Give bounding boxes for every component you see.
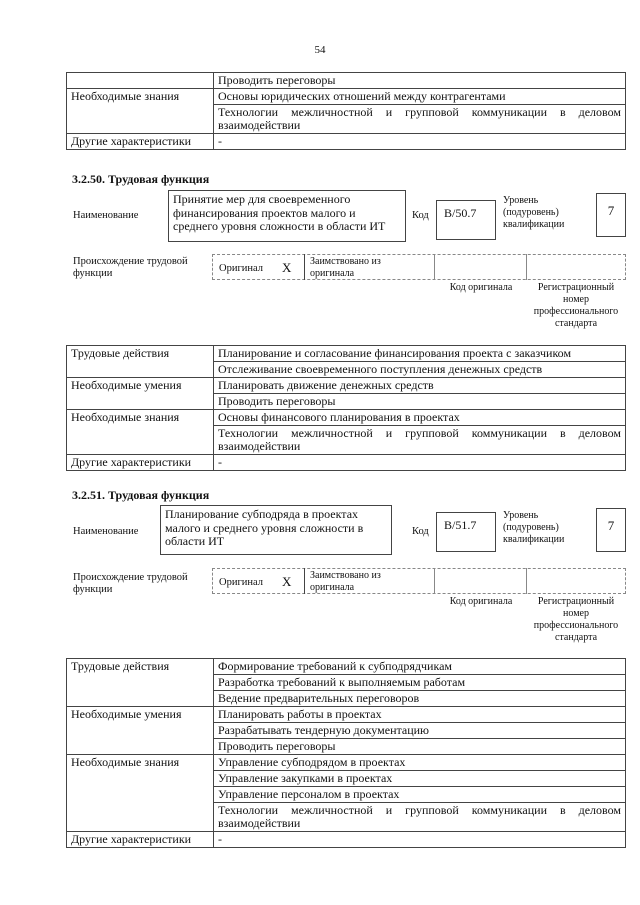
table-row — [67, 832, 626, 848]
original-label: Оригинал — [219, 577, 263, 588]
table-row — [67, 659, 626, 675]
function-heading: 3.2.51. Трудовая функция — [72, 488, 210, 502]
row-value: Планировать работы в проектах — [214, 707, 626, 723]
row-value: - — [214, 455, 626, 471]
row-value: Основы юридических отношений между контрагентами — [214, 89, 626, 105]
row-value: Технологии межличностной и групповой коммуникации в деловом взаимодействии — [214, 105, 626, 134]
row-label: Необходимые умения — [67, 378, 214, 410]
row-value: Проводить переговоры — [214, 73, 626, 89]
row-value: Планировать движение денежных средств — [214, 378, 626, 394]
row-value: Проводить переговоры — [214, 394, 626, 410]
borrowed-label: Заимствовано из оригинала — [310, 256, 381, 279]
function-name-box: Планирование субподряда в проектах малого и среднего уровня сложности в области ИТ — [160, 505, 392, 555]
reg-number-label: Регистрационный номер профессионального стандарта — [533, 282, 619, 329]
original-mark: X — [282, 260, 292, 275]
row-value: Планирование и согласование финансирования проекта с заказчиком — [214, 346, 626, 362]
name-label: Наименование — [73, 210, 139, 221]
row-value: Разработка требований к выполняемым работам — [214, 675, 626, 691]
origin-divider — [526, 254, 527, 280]
row-label: Необходимые знания — [67, 410, 214, 455]
origin-divider — [434, 568, 435, 594]
code-label: Код — [412, 526, 429, 537]
code-box: B/50.7 — [436, 200, 496, 240]
origin-label: Происхождение трудовой функции — [73, 572, 188, 595]
name-label: Наименование — [73, 526, 139, 537]
code-label: Код — [412, 210, 429, 221]
top-characteristics-table — [66, 72, 626, 150]
table-row — [67, 707, 626, 723]
table-row — [67, 755, 626, 771]
function-name-box: Принятие мер для своевременного финансирования проектов малого и среднего уровня сложности в области ИТ — [168, 190, 406, 242]
row-value: - — [214, 134, 626, 150]
code-box: B/51.7 — [436, 512, 496, 552]
origin-divider — [434, 254, 435, 280]
borrowed-label: Заимствовано из оригинала — [310, 570, 381, 593]
origin-divider — [304, 568, 305, 594]
row-value: Формирование требований к субподрядчикам — [214, 659, 626, 675]
row-label: Другие характеристики — [67, 832, 214, 848]
row-value: Проводить переговоры — [214, 739, 626, 755]
row-value: - — [214, 832, 626, 848]
code-original-label: Код оригинала — [449, 282, 513, 293]
level-box: 7 — [596, 193, 626, 237]
origin-divider — [526, 568, 527, 594]
code-original-label: Код оригинала — [449, 596, 513, 607]
row-label — [67, 73, 214, 89]
origin-divider — [304, 254, 305, 280]
level-box: 7 — [596, 508, 626, 552]
row-label: Другие характеристики — [67, 134, 214, 150]
row-value: Технологии межличностной и групповой коммуникации в деловом взаимодействии — [214, 803, 626, 832]
row-label: Необходимые знания — [67, 89, 214, 134]
row-label: Трудовые действия — [67, 346, 214, 378]
table-row — [67, 378, 626, 394]
row-label: Необходимые умения — [67, 707, 214, 755]
row-value: Технологии межличностной и групповой коммуникации в деловом взаимодействии — [214, 426, 626, 455]
row-label: Трудовые действия — [67, 659, 214, 707]
table-row — [67, 455, 626, 471]
row-value: Отслеживание своевременного поступления денежных средств — [214, 362, 626, 378]
reg-number-label: Регистрационный номер профессионального стандарта — [533, 596, 619, 643]
table-row — [67, 410, 626, 426]
row-value: Управление субподрядом в проектах — [214, 755, 626, 771]
function-heading: 3.2.50. Трудовая функция — [72, 172, 210, 186]
table-row — [67, 346, 626, 362]
row-value: Управление персоналом в проектах — [214, 787, 626, 803]
row-value: Разрабатывать тендерную документацию — [214, 723, 626, 739]
table-row — [67, 73, 626, 89]
table-row — [67, 134, 626, 150]
table-row — [67, 89, 626, 105]
function-table — [66, 345, 626, 471]
row-value: Ведение предварительных переговоров — [214, 691, 626, 707]
function-table — [66, 658, 626, 848]
row-value: Управление закупками в проектах — [214, 771, 626, 787]
level-label: Уровень (подуровень) квалификации — [503, 195, 565, 230]
original-label: Оригинал — [219, 263, 263, 274]
original-mark: X — [282, 574, 292, 589]
level-label: Уровень (подуровень) квалификации — [503, 510, 565, 545]
row-value: Основы финансового планирования в проектах — [214, 410, 626, 426]
row-label: Другие характеристики — [67, 455, 214, 471]
origin-label: Происхождение трудовой функции — [73, 256, 188, 279]
row-label: Необходимые знания — [67, 755, 214, 832]
page-number: 54 — [314, 44, 326, 56]
